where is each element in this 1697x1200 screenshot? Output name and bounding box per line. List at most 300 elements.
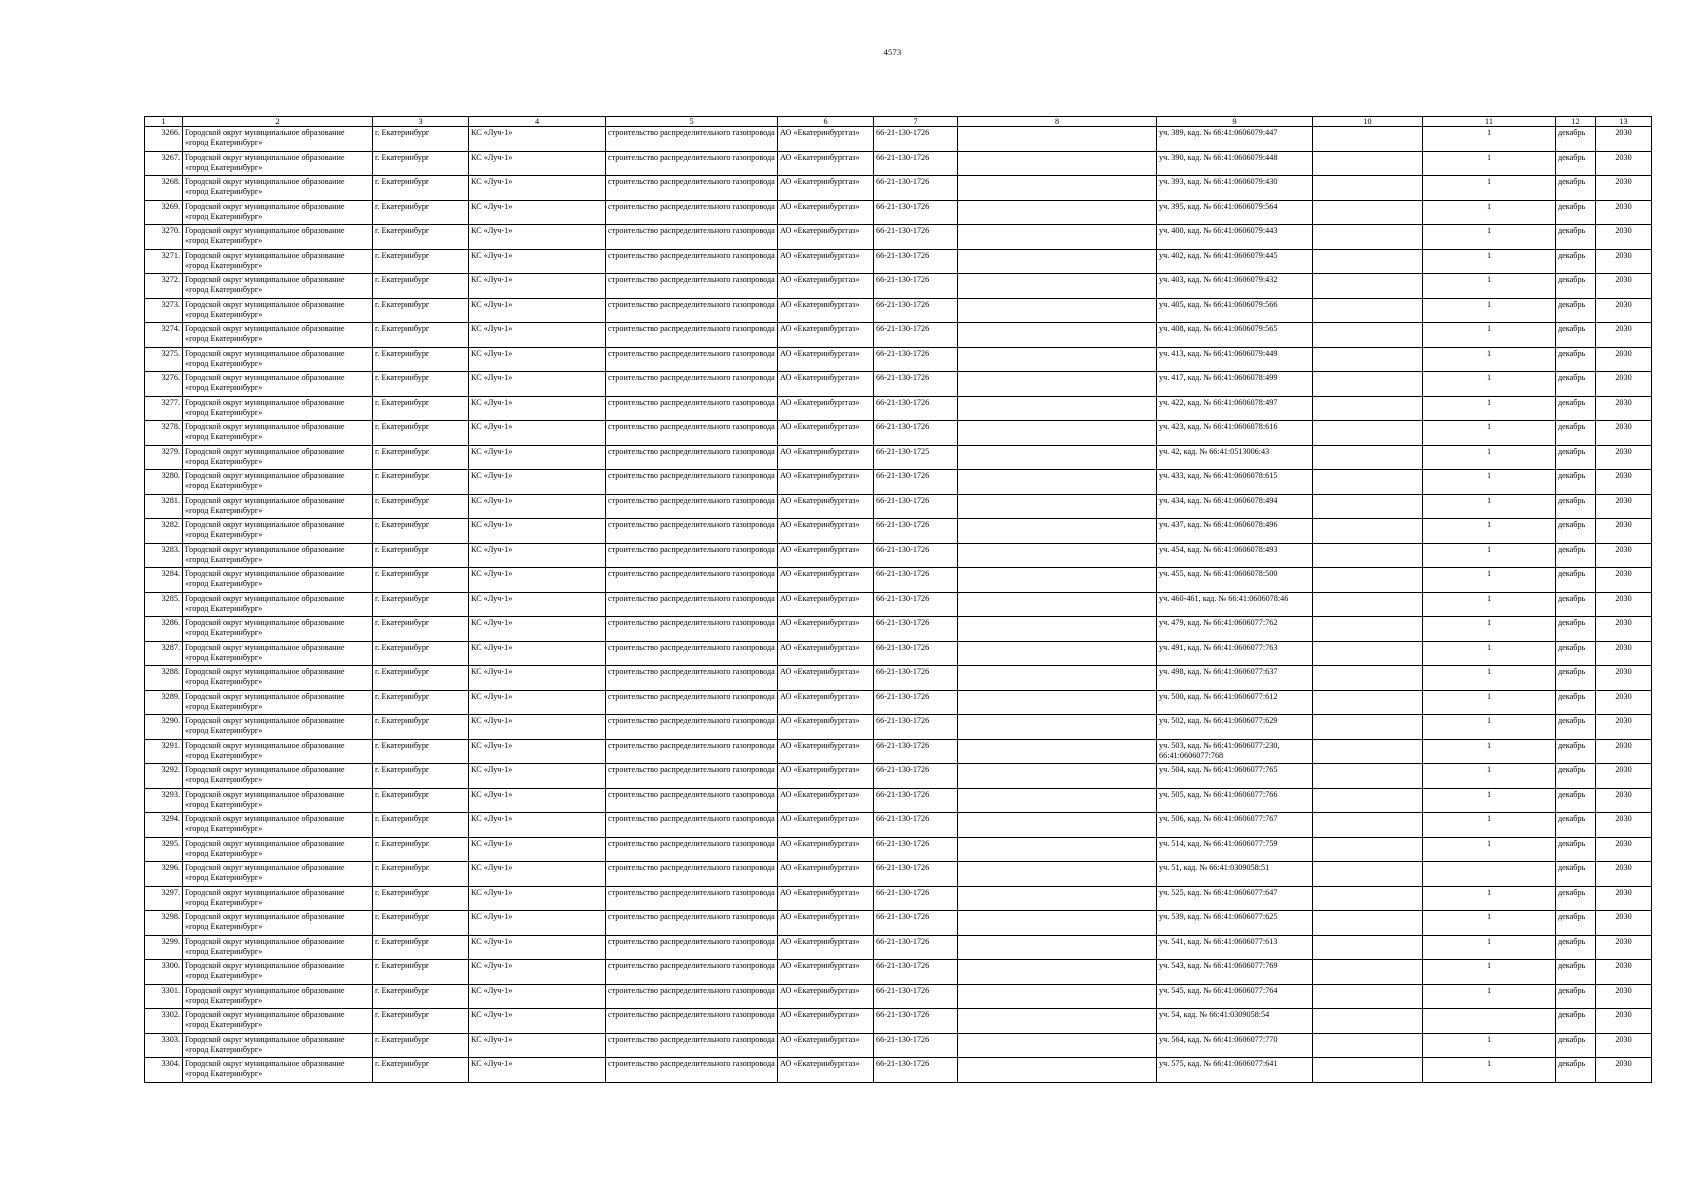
year-cell: 2030 (1596, 715, 1652, 740)
quantity-cell: 1 (1423, 739, 1556, 764)
column-header: 8 (958, 117, 1157, 127)
municipality-cell: Городской округ муниципальное образование «город Екатеринбург» (183, 298, 373, 323)
table-row (145, 249, 1652, 274)
year-cell: 2030 (1596, 470, 1652, 495)
quantity-cell: 1 (1423, 935, 1556, 960)
table-row (145, 274, 1652, 299)
row-number-cell: 3295. (145, 837, 183, 862)
year-cell: 2030 (1596, 249, 1652, 274)
municipality-cell: Городской округ муниципальное образование «город Екатеринбург» (183, 323, 373, 348)
organization-cell: АО «Екатеринбурггаз» (778, 1033, 874, 1058)
month-cell: декабрь (1556, 494, 1596, 519)
row-number-cell: 3273. (145, 298, 183, 323)
column-8-cell (958, 347, 1157, 372)
row-number-cell: 3277. (145, 396, 183, 421)
municipality-cell: Городской округ муниципальное образование «город Екатеринбург» (183, 813, 373, 838)
table-row (145, 862, 1652, 887)
quantity-cell: 1 (1423, 592, 1556, 617)
quantity-cell (1423, 862, 1556, 887)
city-cell: г. Екатеринбург (373, 739, 469, 764)
code-cell: 66-21-130-1726 (874, 764, 958, 789)
station-cell: КС «Луч-1» (469, 421, 606, 446)
quantity-cell: 1 (1423, 347, 1556, 372)
column-10-cell (1313, 911, 1423, 936)
organization-cell: АО «Екатеринбурггаз» (778, 690, 874, 715)
municipality-cell: Городской округ муниципальное образование «город Екатеринбург» (183, 200, 373, 225)
organization-cell: АО «Екатеринбурггаз» (778, 739, 874, 764)
column-8-cell (958, 543, 1157, 568)
organization-cell: АО «Екатеринбурггаз» (778, 372, 874, 397)
column-10-cell (1313, 274, 1423, 299)
quantity-cell: 1 (1423, 984, 1556, 1009)
row-number-cell: 3268. (145, 176, 183, 201)
year-cell: 2030 (1596, 666, 1652, 691)
table-row (145, 886, 1652, 911)
municipality-cell: Городской округ муниципальное образование «город Екатеринбург» (183, 641, 373, 666)
work-type-cell: строительство распределительного газопровода (606, 911, 778, 936)
column-8-cell (958, 739, 1157, 764)
table-row (145, 396, 1652, 421)
work-type-cell: строительство распределительного газопровода (606, 543, 778, 568)
table-row (145, 715, 1652, 740)
table-row (145, 1033, 1652, 1058)
plot-cell: уч. 541, кад. № 66:41:0606077:613 (1157, 935, 1313, 960)
organization-cell: АО «Екатеринбурггаз» (778, 568, 874, 593)
code-cell: 66-21-130-1726 (874, 568, 958, 593)
station-cell: КС «Луч-1» (469, 935, 606, 960)
station-cell: КС «Луч-1» (469, 1033, 606, 1058)
column-10-cell (1313, 837, 1423, 862)
column-10-cell (1313, 298, 1423, 323)
row-number-cell: 3303. (145, 1033, 183, 1058)
code-cell: 66-21-130-1726 (874, 984, 958, 1009)
station-cell: КС «Луч-1» (469, 151, 606, 176)
month-cell: декабрь (1556, 592, 1596, 617)
row-number-cell: 3300. (145, 960, 183, 985)
organization-cell: АО «Екатеринбурггаз» (778, 396, 874, 421)
row-number-cell: 3301. (145, 984, 183, 1009)
table-row (145, 911, 1652, 936)
column-8-cell (958, 788, 1157, 813)
column-10-cell (1313, 200, 1423, 225)
organization-cell: АО «Екатеринбурггаз» (778, 494, 874, 519)
station-cell: КС «Луч-1» (469, 396, 606, 421)
column-10-cell (1313, 225, 1423, 250)
station-cell: КС «Луч-1» (469, 445, 606, 470)
quantity-cell: 1 (1423, 127, 1556, 152)
row-number-cell: 3282. (145, 519, 183, 544)
code-cell: 66-21-130-1726 (874, 788, 958, 813)
month-cell: декабрь (1556, 176, 1596, 201)
city-cell: г. Екатеринбург (373, 641, 469, 666)
station-cell: КС «Луч-1» (469, 715, 606, 740)
work-type-cell: строительство распределительного газопровода (606, 935, 778, 960)
work-type-cell: строительство распределительного газопровода (606, 1033, 778, 1058)
table-row (145, 960, 1652, 985)
quantity-cell: 1 (1423, 764, 1556, 789)
column-10-cell (1313, 176, 1423, 201)
column-10-cell (1313, 249, 1423, 274)
code-cell: 66-21-130-1725 (874, 445, 958, 470)
year-cell: 2030 (1596, 445, 1652, 470)
municipality-cell: Городской округ муниципальное образование «город Екатеринбург» (183, 445, 373, 470)
plot-cell: уч. 455, кад. № 66:41:0606078:500 (1157, 568, 1313, 593)
municipality-cell: Городской округ муниципальное образование «город Екатеринбург» (183, 372, 373, 397)
column-header: 10 (1313, 117, 1423, 127)
plot-cell: уч. 504, кад. № 66:41:0606077:765 (1157, 764, 1313, 789)
station-cell: КС «Луч-1» (469, 200, 606, 225)
station-cell: КС «Луч-1» (469, 274, 606, 299)
municipality-cell: Городской округ муниципальное образование «город Екатеринбург» (183, 592, 373, 617)
city-cell: г. Екатеринбург (373, 396, 469, 421)
column-10-cell (1313, 1009, 1423, 1034)
year-cell: 2030 (1596, 837, 1652, 862)
table-row (145, 568, 1652, 593)
work-type-cell: строительство распределительного газопровода (606, 372, 778, 397)
city-cell: г. Екатеринбург (373, 568, 469, 593)
month-cell: декабрь (1556, 715, 1596, 740)
month-cell: декабрь (1556, 739, 1596, 764)
column-8-cell (958, 1009, 1157, 1034)
table-row (145, 641, 1652, 666)
column-header: 1 (145, 117, 183, 127)
organization-cell: АО «Екатеринбурггаз» (778, 543, 874, 568)
column-header: 4 (469, 117, 606, 127)
column-10-cell (1313, 568, 1423, 593)
organization-cell: АО «Екатеринбурггаз» (778, 225, 874, 250)
column-8-cell (958, 984, 1157, 1009)
code-cell: 66-21-130-1726 (874, 1058, 958, 1083)
column-10-cell (1313, 715, 1423, 740)
table-row (145, 666, 1652, 691)
organization-cell: АО «Екатеринбурггаз» (778, 347, 874, 372)
quantity-cell: 1 (1423, 396, 1556, 421)
plot-cell: уч. 434, кад. № 66:41:0606078:494 (1157, 494, 1313, 519)
plot-cell: уч. 500, кад. № 66:41:0606077:612 (1157, 690, 1313, 715)
quantity-cell: 1 (1423, 960, 1556, 985)
work-type-cell: строительство распределительного газопровода (606, 519, 778, 544)
code-cell: 66-21-130-1726 (874, 715, 958, 740)
column-10-cell (1313, 592, 1423, 617)
code-cell: 66-21-130-1726 (874, 960, 958, 985)
station-cell: КС «Луч-1» (469, 813, 606, 838)
year-cell: 2030 (1596, 788, 1652, 813)
organization-cell: АО «Екатеринбурггаз» (778, 274, 874, 299)
table-row (145, 984, 1652, 1009)
table-row (145, 470, 1652, 495)
city-cell: г. Екатеринбург (373, 176, 469, 201)
year-cell: 2030 (1596, 543, 1652, 568)
work-type-cell: строительство распределительного газопровода (606, 151, 778, 176)
code-cell: 66-21-130-1726 (874, 813, 958, 838)
column-header: 11 (1423, 117, 1556, 127)
station-cell: КС «Луч-1» (469, 372, 606, 397)
municipality-cell: Городской округ муниципальное образование «город Екатеринбург» (183, 935, 373, 960)
month-cell: декабрь (1556, 225, 1596, 250)
column-10-cell (1313, 445, 1423, 470)
row-number-cell: 3298. (145, 911, 183, 936)
quantity-cell: 1 (1423, 1033, 1556, 1058)
column-8-cell (958, 249, 1157, 274)
year-cell: 2030 (1596, 617, 1652, 642)
city-cell: г. Екатеринбург (373, 151, 469, 176)
station-cell: КС «Луч-1» (469, 347, 606, 372)
work-type-cell: строительство распределительного газопровода (606, 127, 778, 152)
table-row (145, 200, 1652, 225)
station-cell: КС «Луч-1» (469, 666, 606, 691)
column-10-cell (1313, 1058, 1423, 1083)
table-row (145, 421, 1652, 446)
organization-cell: АО «Екатеринбурггаз» (778, 323, 874, 348)
municipality-cell: Городской округ муниципальное образование «город Екатеринбург» (183, 127, 373, 152)
municipality-cell: Городской округ муниципальное образование «город Екатеринбург» (183, 690, 373, 715)
column-8-cell (958, 396, 1157, 421)
municipality-cell: Городской округ муниципальное образование «город Екатеринбург» (183, 568, 373, 593)
column-8-cell (958, 690, 1157, 715)
code-cell: 66-21-130-1726 (874, 837, 958, 862)
code-cell: 66-21-130-1726 (874, 935, 958, 960)
city-cell: г. Екатеринбург (373, 372, 469, 397)
month-cell: декабрь (1556, 396, 1596, 421)
table-row (145, 764, 1652, 789)
row-number-cell: 3272. (145, 274, 183, 299)
column-8-cell (958, 200, 1157, 225)
column-10-cell (1313, 813, 1423, 838)
row-number-cell: 3297. (145, 886, 183, 911)
municipality-cell: Городской округ муниципальное образование «город Екатеринбург» (183, 960, 373, 985)
month-cell: декабрь (1556, 151, 1596, 176)
table-row (145, 347, 1652, 372)
column-8-cell (958, 592, 1157, 617)
year-cell: 2030 (1596, 960, 1652, 985)
column-8-cell (958, 911, 1157, 936)
table-row (145, 176, 1652, 201)
quantity-cell: 1 (1423, 421, 1556, 446)
plot-cell: уч. 525, кад. № 66:41:0606077:647 (1157, 886, 1313, 911)
month-cell: декабрь (1556, 543, 1596, 568)
municipality-cell: Городской округ муниципальное образование «город Екатеринбург» (183, 911, 373, 936)
work-type-cell: строительство распределительного газопровода (606, 715, 778, 740)
organization-cell: АО «Екатеринбурггаз» (778, 298, 874, 323)
code-cell: 66-21-130-1726 (874, 1033, 958, 1058)
work-type-cell: строительство распределительного газопровода (606, 739, 778, 764)
row-number-cell: 3281. (145, 494, 183, 519)
year-cell: 2030 (1596, 1009, 1652, 1034)
work-type-cell: строительство распределительного газопровода (606, 225, 778, 250)
month-cell: декабрь (1556, 984, 1596, 1009)
municipality-cell: Городской округ муниципальное образование «город Екатеринбург» (183, 396, 373, 421)
month-cell: декабрь (1556, 886, 1596, 911)
municipality-cell: Городской округ муниципальное образование «город Екатеринбург» (183, 837, 373, 862)
plot-cell: уч. 54, кад. № 66:41:0309058:54 (1157, 1009, 1313, 1034)
year-cell: 2030 (1596, 127, 1652, 152)
municipality-cell: Городской округ муниципальное образование «город Екатеринбург» (183, 1033, 373, 1058)
quantity-cell: 1 (1423, 151, 1556, 176)
city-cell: г. Екатеринбург (373, 543, 469, 568)
work-type-cell: строительство распределительного газопровода (606, 249, 778, 274)
organization-cell: АО «Екатеринбурггаз» (778, 960, 874, 985)
month-cell: декабрь (1556, 862, 1596, 887)
code-cell: 66-21-130-1726 (874, 739, 958, 764)
code-cell: 66-21-130-1726 (874, 690, 958, 715)
municipality-cell: Городской округ муниципальное образование «город Екатеринбург» (183, 347, 373, 372)
month-cell: декабрь (1556, 200, 1596, 225)
work-type-cell: строительство распределительного газопровода (606, 176, 778, 201)
column-8-cell (958, 935, 1157, 960)
row-number-cell: 3291. (145, 739, 183, 764)
table-row (145, 494, 1652, 519)
station-cell: КС «Луч-1» (469, 1009, 606, 1034)
station-cell: КС «Луч-1» (469, 1058, 606, 1083)
organization-cell: АО «Екатеринбурггаз» (778, 666, 874, 691)
quantity-cell: 1 (1423, 494, 1556, 519)
work-type-cell: строительство распределительного газопровода (606, 592, 778, 617)
column-8-cell (958, 225, 1157, 250)
station-cell: КС «Луч-1» (469, 519, 606, 544)
organization-cell: АО «Екатеринбурггаз» (778, 617, 874, 642)
row-number-cell: 3286. (145, 617, 183, 642)
municipality-cell: Городской округ муниципальное образование «город Екатеринбург» (183, 470, 373, 495)
year-cell: 2030 (1596, 421, 1652, 446)
station-cell: КС «Луч-1» (469, 249, 606, 274)
city-cell: г. Екатеринбург (373, 200, 469, 225)
month-cell: декабрь (1556, 249, 1596, 274)
plot-cell: уч. 408, кад. № 66:41:0606079:565 (1157, 323, 1313, 348)
month-cell: декабрь (1556, 347, 1596, 372)
municipality-cell: Городской округ муниципальное образование «город Екатеринбург» (183, 788, 373, 813)
station-cell: КС «Луч-1» (469, 323, 606, 348)
station-cell: КС «Луч-1» (469, 543, 606, 568)
work-type-cell: строительство распределительного газопровода (606, 960, 778, 985)
municipality-cell: Городской округ муниципальное образование «город Екатеринбург» (183, 494, 373, 519)
column-8-cell (958, 568, 1157, 593)
plot-cell: уч. 389, кад. № 66:41:0606079:447 (1157, 127, 1313, 152)
table-row (145, 690, 1652, 715)
station-cell: КС «Луч-1» (469, 960, 606, 985)
quantity-cell: 1 (1423, 666, 1556, 691)
column-10-cell (1313, 666, 1423, 691)
organization-cell: АО «Екатеринбурггаз» (778, 715, 874, 740)
row-number-cell: 3289. (145, 690, 183, 715)
month-cell: декабрь (1556, 568, 1596, 593)
plot-cell: уч. 417, кад. № 66:41:0606078:499 (1157, 372, 1313, 397)
month-cell: декабрь (1556, 1033, 1596, 1058)
plot-cell: уч. 42, кад. № 66:41:0513006:43 (1157, 445, 1313, 470)
plot-cell: уч. 51, кад. № 66:41:0309058:51 (1157, 862, 1313, 887)
quantity-cell: 1 (1423, 298, 1556, 323)
work-type-cell: строительство распределительного газопровода (606, 445, 778, 470)
month-cell: декабрь (1556, 617, 1596, 642)
work-type-cell: строительство распределительного газопровода (606, 837, 778, 862)
column-8-cell (958, 666, 1157, 691)
municipality-cell: Городской округ муниципальное образование «город Екатеринбург» (183, 764, 373, 789)
column-10-cell (1313, 935, 1423, 960)
work-type-cell: строительство распределительного газопровода (606, 347, 778, 372)
organization-cell: АО «Екатеринбурггаз» (778, 519, 874, 544)
city-cell: г. Екатеринбург (373, 764, 469, 789)
city-cell: г. Екатеринбург (373, 445, 469, 470)
column-header: 7 (874, 117, 958, 127)
plot-cell: уч. 543, кад. № 66:41:0606077:769 (1157, 960, 1313, 985)
column-8-cell (958, 151, 1157, 176)
code-cell: 66-21-130-1726 (874, 617, 958, 642)
quantity-cell: 1 (1423, 519, 1556, 544)
month-cell: декабрь (1556, 421, 1596, 446)
organization-cell: АО «Екатеринбурггаз» (778, 911, 874, 936)
plot-cell: уч. 502, кад. № 66:41:0606077:629 (1157, 715, 1313, 740)
year-cell: 2030 (1596, 519, 1652, 544)
quantity-cell: 1 (1423, 641, 1556, 666)
station-cell: КС «Луч-1» (469, 127, 606, 152)
quantity-cell: 1 (1423, 788, 1556, 813)
year-cell: 2030 (1596, 176, 1652, 201)
row-number-cell: 3267. (145, 151, 183, 176)
municipality-cell: Городской округ муниципальное образование «город Екатеринбург» (183, 176, 373, 201)
city-cell: г. Екатеринбург (373, 494, 469, 519)
organization-cell: АО «Екатеринбурггаз» (778, 127, 874, 152)
table-row (145, 323, 1652, 348)
organization-cell: АО «Екатеринбурггаз» (778, 151, 874, 176)
column-10-cell (1313, 960, 1423, 985)
month-cell: декабрь (1556, 764, 1596, 789)
organization-cell: АО «Екатеринбурггаз» (778, 1009, 874, 1034)
quantity-cell: 1 (1423, 274, 1556, 299)
organization-cell: АО «Екатеринбурггаз» (778, 470, 874, 495)
code-cell: 66-21-130-1726 (874, 543, 958, 568)
quantity-cell: 1 (1423, 543, 1556, 568)
column-10-cell (1313, 494, 1423, 519)
column-header: 6 (778, 117, 874, 127)
plot-cell: уч. 479, кад. № 66:41:0606077:762 (1157, 617, 1313, 642)
municipality-cell: Городской округ муниципальное образование «город Екатеринбург» (183, 151, 373, 176)
year-cell: 2030 (1596, 911, 1652, 936)
code-cell: 66-21-130-1726 (874, 200, 958, 225)
code-cell: 66-21-130-1726 (874, 592, 958, 617)
organization-cell: АО «Екатеринбурггаз» (778, 788, 874, 813)
municipality-cell: Городской округ муниципальное образование «город Екатеринбург» (183, 274, 373, 299)
column-8-cell (958, 372, 1157, 397)
quantity-cell: 1 (1423, 470, 1556, 495)
plot-cell: уч. 506, кад. № 66:41:0606077:767 (1157, 813, 1313, 838)
city-cell: г. Екатеринбург (373, 225, 469, 250)
quantity-cell: 1 (1423, 225, 1556, 250)
organization-cell: АО «Екатеринбурггаз» (778, 764, 874, 789)
column-8-cell (958, 813, 1157, 838)
city-cell: г. Екатеринбург (373, 298, 469, 323)
plot-cell: уч. 433, кад. № 66:41:0606078:615 (1157, 470, 1313, 495)
station-cell: КС «Луч-1» (469, 494, 606, 519)
month-cell: декабрь (1556, 788, 1596, 813)
year-cell: 2030 (1596, 886, 1652, 911)
city-cell: г. Екатеринбург (373, 715, 469, 740)
municipality-cell: Городской округ муниципальное образование «город Екатеринбург» (183, 1058, 373, 1083)
work-type-cell: строительство распределительного газопровода (606, 200, 778, 225)
row-number-cell: 3284. (145, 568, 183, 593)
municipality-cell: Городской округ муниципальное образование «город Екатеринбург» (183, 666, 373, 691)
column-10-cell (1313, 617, 1423, 642)
organization-cell: АО «Екатеринбурггаз» (778, 935, 874, 960)
year-cell: 2030 (1596, 151, 1652, 176)
table-row (145, 225, 1652, 250)
organization-cell: АО «Екатеринбурггаз» (778, 1058, 874, 1083)
column-8-cell (958, 298, 1157, 323)
city-cell: г. Екатеринбург (373, 935, 469, 960)
month-cell: декабрь (1556, 837, 1596, 862)
organization-cell: АО «Екатеринбурггаз» (778, 200, 874, 225)
organization-cell: АО «Екатеринбурггаз» (778, 421, 874, 446)
column-8-cell (958, 323, 1157, 348)
row-number-cell: 3302. (145, 1009, 183, 1034)
